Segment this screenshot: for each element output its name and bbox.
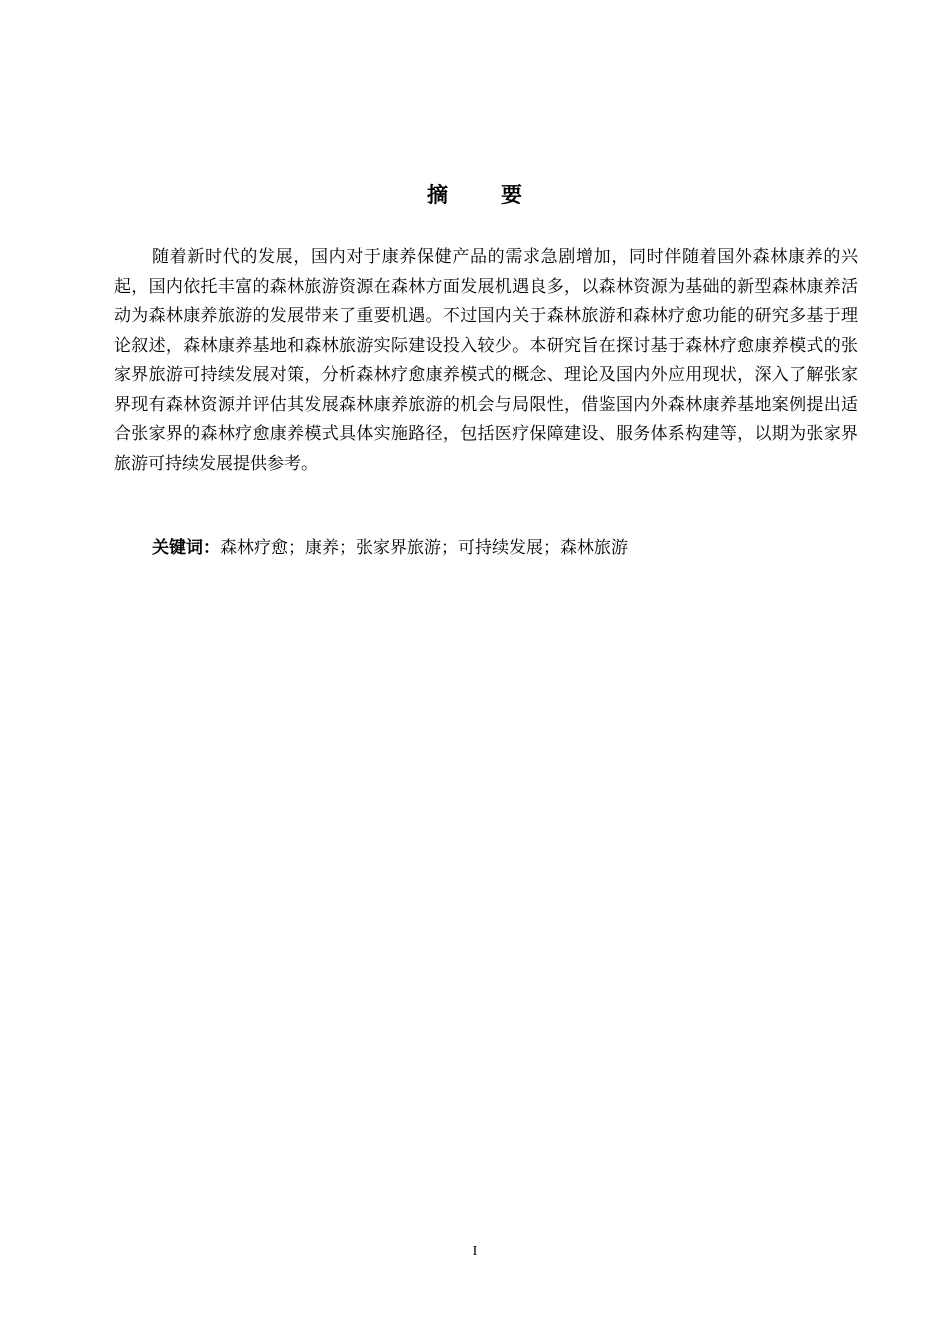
abstract-heading: [0, 178, 950, 212]
keywords-label: 关键词：: [152, 538, 220, 558]
abstract-paragraph: 随着新时代的发展，国内对于康养保健产品的需求急剧增加，同时伴随着国外森林康养的兴起，国内依托丰富的森林旅游资源在森林方面发展机遇良多，以森林资源为基础的新型森林康养活动为森林康养旅游的发展带来了重要机遇。不过国内关于森林旅游和森林疗愈功能的研究多基于理论叙述，森林康养基地和森林旅游实际建设投入较少。本研究旨在探讨基于森林疗愈康养模式的张家界旅游可持续发展对策，分析森林疗愈康养模式的概念、理论及国内外应用现状，深入了解张家界现有森林资源并评估其发展森林康养旅游的机会与局限性，借鉴国内外森林康养基地案例提出适合张家界的森林疗愈康养模式具体实施路径，包括医疗保障建设、服务体系构建等，以期为张家界旅游可持续发展提供参考。: [114, 247, 858, 474]
abstract-heading-char-2: 要: [501, 183, 523, 207]
abstract-heading-char-1: 摘: [427, 183, 449, 207]
page-number: I: [472, 1244, 478, 1259]
keywords-value: 森林疗愈；康养；张家界旅游；可持续发展；森林旅游: [220, 538, 628, 558]
keywords-line: [152, 534, 858, 563]
